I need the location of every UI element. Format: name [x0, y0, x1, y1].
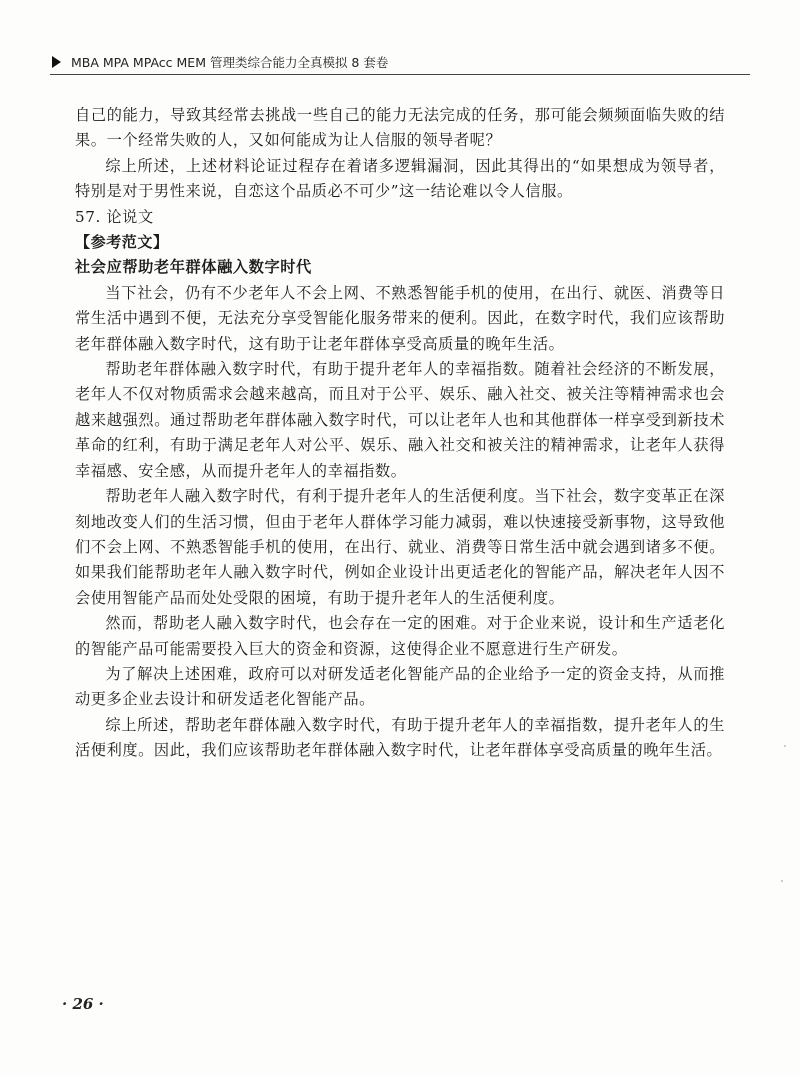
sample-essay-label: 【参考范文】	[75, 233, 169, 252]
essay-paragraph-1: 当下社会，仍有不少老年人不会上网、不熟悉智能手机的使用，在出行、就医、消费等日常生活中遇到不便，无法充分享受智能化服务带来的便利。因此，在数字时代，我们应该帮助老年群体融入数字时代，这有助于让老年群体享受高质量的晚年生活。	[75, 283, 725, 353]
essay-paragraph-2: 帮助老年群体融入数字时代，有助于提升老年人的幸福指数。随着社会经济的不断发展，老年人不仅对物质需求会越来越高，而且对于公平、娱乐、融入社交、被关注等精神需求也会越来越强烈。通过帮助老年群体融入数字时代，可以让老年人也和其他群体一样享受到新技术革命的红利，有助于满足老年人对公平、娱乐、融入社交和被关注的精神需求，让老年人获得幸福感、安全感，从而提升老年人的幸福指数。	[75, 360, 725, 480]
essay-paragraph-3: 帮助老年人融入数字时代，有利于提升老年人的生活便利度。当下社会，数字变革正在深刻地改变人们的生活习惯，但由于老年人群体学习能力减弱，难以快速接受新事物，这导致他们不会上网、不熟悉智能手机的使用，在出行、就业、消费等日常生活中就会遇到诸多不便。如果我们能帮助老年人融入数字时代，例如企业设计出更适老化的智能产品，解决老年人因不会使用智能产品而处处受限的困境，有助于提升老年人的生活便利度。	[75, 487, 725, 607]
essay-paragraph-4: 然而，帮助老人融入数字时代，也会存在一定的困难。对于企业来说，设计和生产适老化的智能产品可能需要投入巨大的资金和资源，这使得企业不愿意进行生产研发。	[75, 614, 725, 658]
essay-paragraph-6: 综上所述，帮助老年群体融入数字时代，有助于提升老年人的幸福指数，提升老年人的生活便利度。因此，我们应该帮助老年群体融入数字时代，让老年群体享受高质量的晚年生活。	[75, 715, 725, 760]
scan-speck	[784, 745, 786, 747]
continued-paragraph: 自己的能力，导致其经常去挑战一些自己的能力无法完成的任务，那可能会频频面临失败的结果。一个经常失败的人，又如何能成为让人信服的领导者呢？	[75, 106, 725, 150]
essay-paragraph-5: 为了解决上述困难，政府可以对研发适老化智能产品的企业给予一定的资金支持，从而推动更多企业去设计和研发适老化智能产品。	[75, 664, 725, 709]
page-number: · 26 ·	[62, 995, 104, 1013]
essay-title: 社会应帮助老年群体融入数字时代	[75, 258, 312, 277]
running-header-title: MBA MPA MPAcc MEM 管理类综合能力全真模拟 8 套卷	[71, 55, 389, 70]
scan-speck	[781, 880, 783, 882]
question-number-heading: 57. 论说文	[75, 207, 154, 226]
page-content	[75, 103, 725, 764]
play-arrow-icon	[52, 56, 61, 68]
critique-conclusion-paragraph: 综上所述，上述材料论证过程存在着诸多逻辑漏洞，因此其得出的“如果想成为领导者，特别是对于男性来说，自恋这个品质必不可少”这一结论难以令人信服。	[75, 156, 725, 201]
running-header	[50, 50, 750, 75]
